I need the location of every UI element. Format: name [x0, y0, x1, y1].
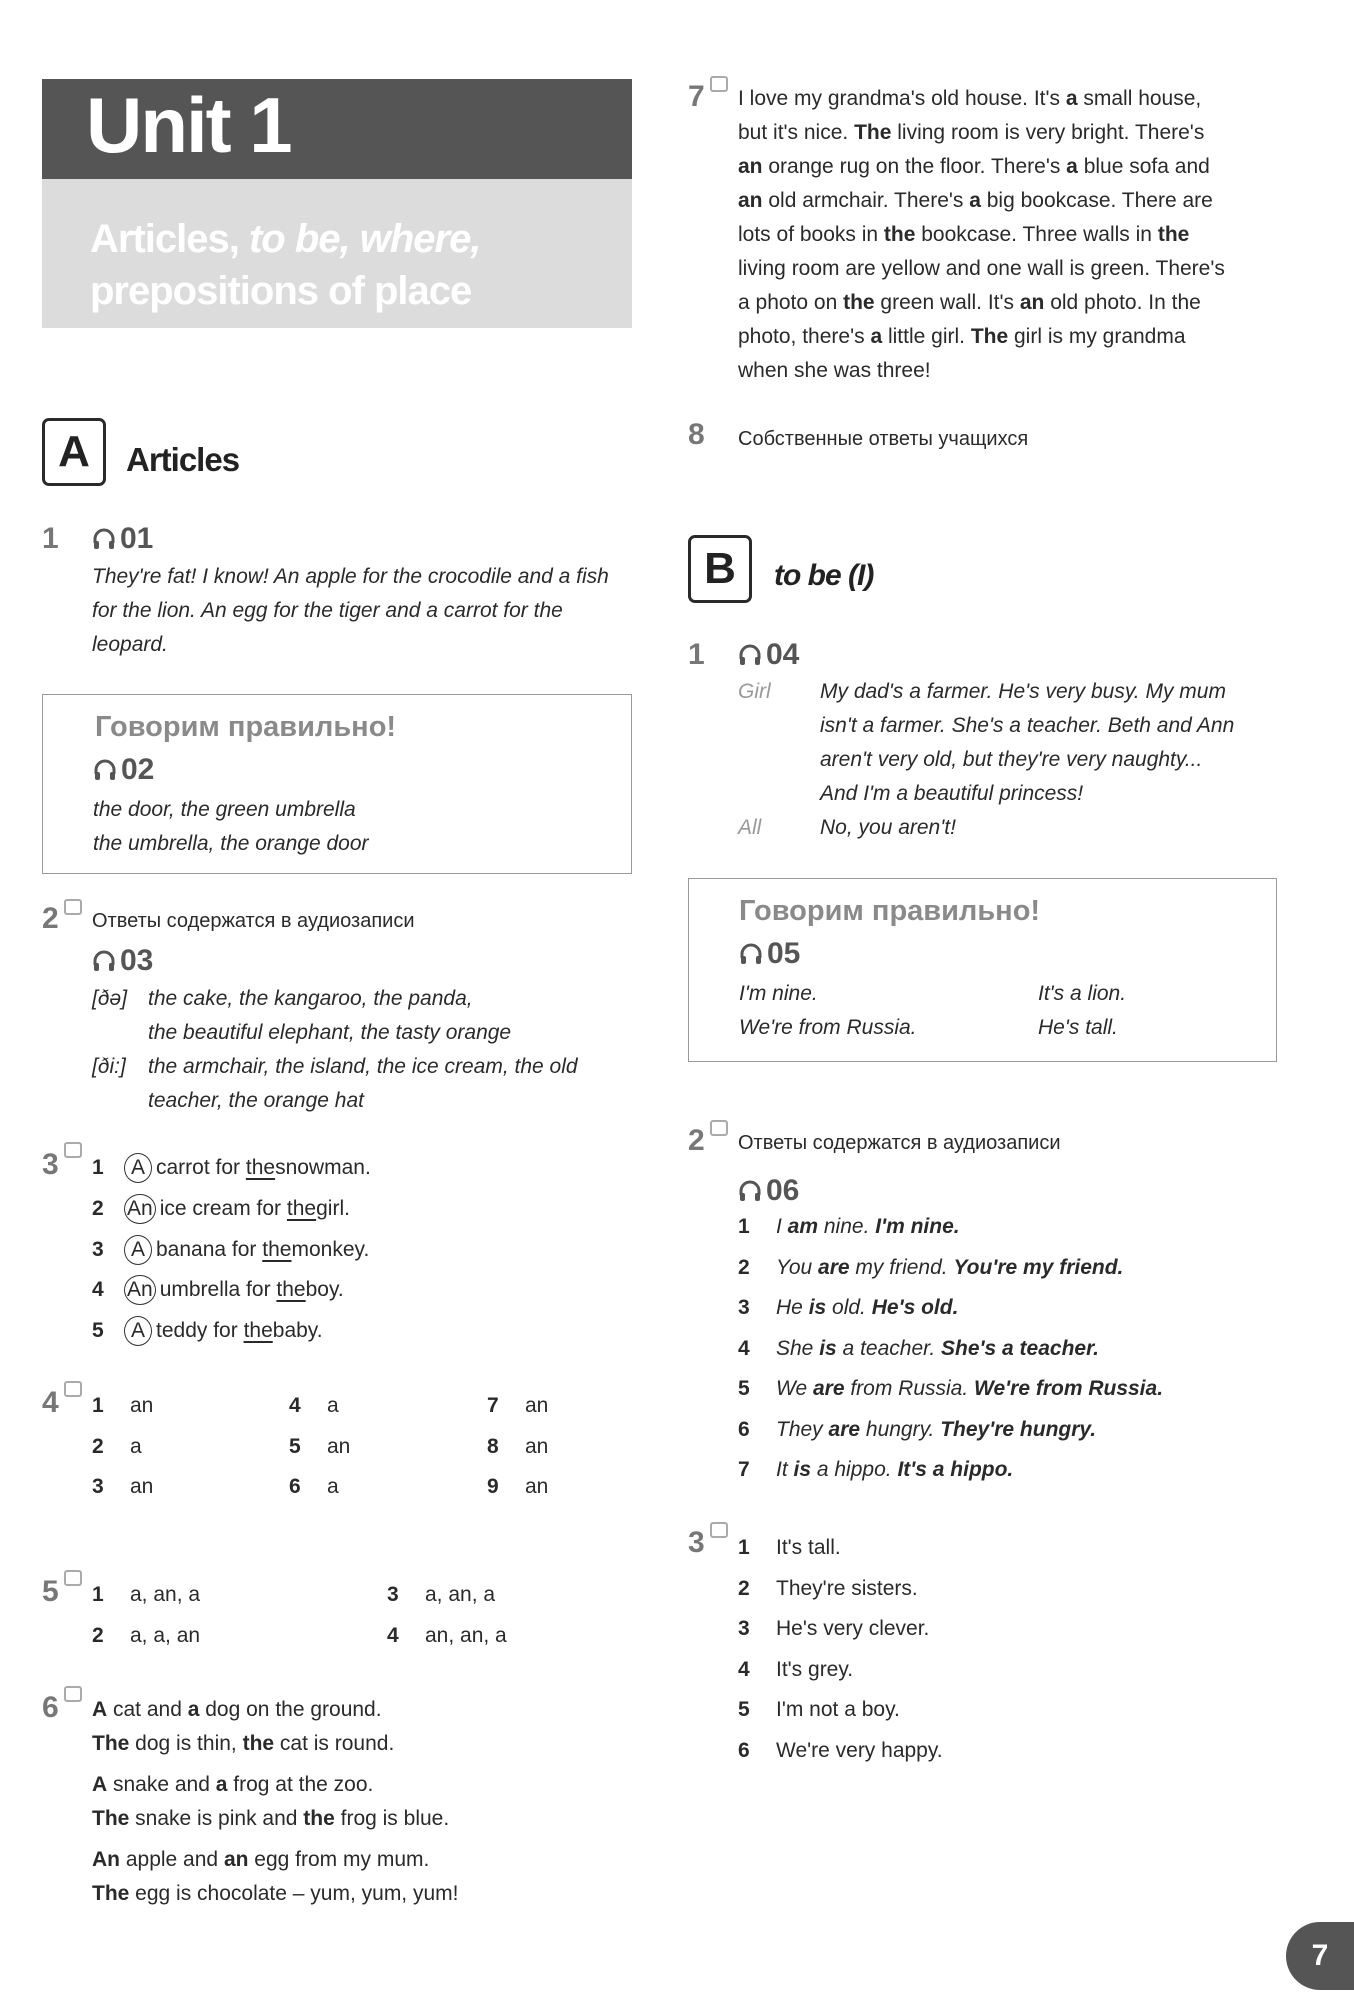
answer-item: 5 an [289, 1435, 351, 1458]
story-line: I love my grandma's old house. It's a small house, [738, 87, 1202, 110]
audio-track: 06 [738, 1174, 799, 1208]
answer-item: 9 an [487, 1475, 549, 1498]
headphones-icon [738, 643, 762, 667]
story-line: an orange rug on the floor. There's a blue sofa and [738, 155, 1210, 178]
box-line: the door, the green umbrella [93, 798, 356, 821]
dialogue-line: aren't very old, but they're very naughty... [820, 748, 1203, 771]
exercise-number: 3 [42, 1148, 59, 1181]
answer-item: 1 a, an, a [92, 1583, 201, 1606]
section-a-title: Articles [126, 441, 240, 478]
headphones-icon [739, 942, 763, 966]
ipa-label: [ði:] [92, 1055, 126, 1078]
speaker-label: All [738, 816, 762, 839]
exercise-number: 2 [688, 1124, 705, 1157]
speech-bubble-icon [64, 1570, 82, 1586]
dialogue-line: My dad's a farmer. He's very busy. My mum [820, 680, 1226, 703]
headphones-icon [92, 949, 116, 973]
speech-bubble-icon [710, 76, 728, 92]
answer-item: 2 a [92, 1435, 142, 1458]
list-item: 7 It is a hippo. It's a hippo. [738, 1458, 1014, 1481]
poem-line: A cat and a dog on the ground. [92, 1698, 382, 1721]
box-line: the umbrella, the orange door [93, 832, 369, 855]
audio-track: 03 [92, 944, 153, 978]
box-line: It's a lion. [1038, 982, 1127, 1005]
ipa-label: [ðə] [92, 987, 128, 1010]
answer-item: 8 an [487, 1435, 549, 1458]
story-line: but it's nice. The living room is very bright. There's [738, 121, 1205, 144]
answer-item: 6 We're very happy. [738, 1739, 943, 1762]
speech-bubble-icon [710, 1522, 728, 1538]
story-line: a photo on the green wall. It's an old photo. In the [738, 291, 1201, 314]
speech-bubble-icon [710, 1120, 728, 1136]
headphones-icon [93, 758, 117, 782]
box-title: Говорим правильно! [739, 895, 1041, 927]
story-line: photo, there's a little girl. The girl is my grandma [738, 325, 1186, 348]
list-item: 4 An umbrella for the boy. [92, 1275, 344, 1305]
exercise-number: 5 [42, 1575, 59, 1608]
headphones-icon [92, 527, 116, 551]
answer-item: 1 an [92, 1394, 154, 1417]
circled-article: A [124, 1235, 152, 1265]
section-a-letter: A [42, 418, 106, 486]
pronunciation-box [42, 694, 632, 874]
exercise-number: 7 [688, 80, 705, 113]
audio-track: 02 [93, 753, 154, 787]
dialogue-line: isn't a farmer. She's a teacher. Beth and Ann [820, 714, 1235, 737]
circled-article: An [124, 1194, 156, 1224]
story-line: when she was three! [738, 359, 931, 382]
exercise-number: 6 [42, 1691, 59, 1724]
pronunciation-box [688, 878, 1277, 1062]
page-number: 7 [1286, 1922, 1354, 1990]
poem-line: The dog is thin, the cat is round. [92, 1732, 395, 1755]
answer-item: 2 They're sisters. [738, 1577, 918, 1600]
section-b-title: to be (I) [774, 559, 874, 592]
unit-title: Unit 1 [86, 81, 291, 169]
list-item: 3 He is old. He's old. [738, 1296, 959, 1319]
answer-item: 4 It's grey. [738, 1658, 854, 1681]
exercise-instruction: Ответы содержатся в аудиозаписи [738, 1132, 1061, 1154]
ipa-line: the armchair, the island, the ice cream, the old [148, 1055, 578, 1078]
list-item: 2 An ice cream for the girl. [92, 1194, 350, 1224]
answer-item: 3 an [92, 1475, 154, 1498]
circled-article: A [124, 1316, 152, 1346]
speech-bubble-icon [64, 1142, 82, 1158]
list-item: 5 We are from Russia. We're from Russia. [738, 1377, 1164, 1400]
unit-subtitle-banner [42, 179, 632, 328]
dialogue-line: And I'm a beautiful princess! [820, 782, 1084, 805]
story-line: lots of books in the bookcase. Three walls in the [738, 223, 1190, 246]
exercise-number: 3 [688, 1526, 705, 1559]
ipa-line: the beautiful elephant, the tasty orange [148, 1021, 512, 1044]
exercise-number: 2 [42, 902, 59, 935]
unit-banner [42, 79, 632, 179]
speech-bubble-icon [64, 899, 82, 915]
ipa-line: teacher, the orange hat [148, 1089, 364, 1112]
poem-line: An apple and an egg from my mum. [92, 1848, 430, 1871]
circled-article: An [124, 1275, 156, 1305]
exercise-text: They're fat! I know! An apple for the crocodile and a fish for the lion. An egg for the tiger and a carrot for the leopard. [92, 565, 609, 656]
ipa-line: the cake, the kangaroo, the panda, [148, 987, 473, 1010]
story-line: an old armchair. There's a big bookcase. There are [738, 189, 1213, 212]
exercise-number: 1 [688, 638, 705, 671]
answer-item: 6 a [289, 1475, 339, 1498]
answer-item: 7 an [487, 1394, 549, 1417]
exercise-number: 8 [688, 418, 705, 451]
box-line: He's tall. [1038, 1016, 1118, 1039]
speech-bubble-icon [64, 1381, 82, 1397]
answer-item: 3 a, an, a [387, 1583, 496, 1606]
box-line: We're from Russia. [739, 1016, 917, 1039]
headphones-icon [738, 1179, 762, 1203]
poem-line: The snake is pink and the frog is blue. [92, 1807, 450, 1830]
list-item: 3 A banana for the monkey. [92, 1235, 369, 1265]
list-item: 2 You are my friend. You're my friend. [738, 1255, 1124, 1279]
dialogue-line: No, you aren't! [820, 816, 956, 839]
audio-track: 01 [92, 522, 153, 556]
list-item: 6 They are hungry. They're hungry. [738, 1417, 1097, 1441]
answer-item: 2 a, a, an [92, 1624, 201, 1647]
speaker-label: Girl [738, 680, 771, 703]
story-line: living room are yellow and one wall is green. There's [738, 257, 1225, 280]
exercise-number: 4 [42, 1386, 59, 1419]
exercise-instruction: Собственные ответы учащихся [738, 428, 1029, 450]
section-b-letter: B [688, 535, 752, 603]
list-item: 1 A carrot for the snowman. [92, 1153, 371, 1183]
list-item: 4 She is a teacher. She's a teacher. [738, 1336, 1099, 1360]
answer-item: 4 a [289, 1394, 339, 1417]
poem-line: The egg is chocolate – yum, yum, yum! [92, 1882, 459, 1905]
exercise-number: 1 [42, 522, 59, 555]
audio-track: 04 [738, 638, 799, 672]
audio-track: 05 [739, 937, 800, 971]
poem-line: A snake and a frog at the zoo. [92, 1773, 374, 1796]
answer-item: 3 He's very clever. [738, 1617, 930, 1640]
exercise-instruction: Ответы содержатся в аудиозаписи [92, 910, 415, 932]
list-item: 5 A teddy for the baby. [92, 1316, 323, 1346]
answer-item: 5 I'm not a boy. [738, 1698, 900, 1721]
speech-bubble-icon [64, 1686, 82, 1702]
circled-article: A [124, 1153, 152, 1183]
list-item: 1 I am nine. I'm nine. [738, 1215, 960, 1238]
box-line: I'm nine. [739, 982, 818, 1005]
box-title: Говорим правильно! [95, 711, 397, 743]
answer-item: 1 It's tall. [738, 1536, 841, 1559]
answer-item: 4 an, an, a [387, 1624, 507, 1647]
unit-subtitle: Articles, to be, where, prepositions of place [90, 217, 481, 313]
